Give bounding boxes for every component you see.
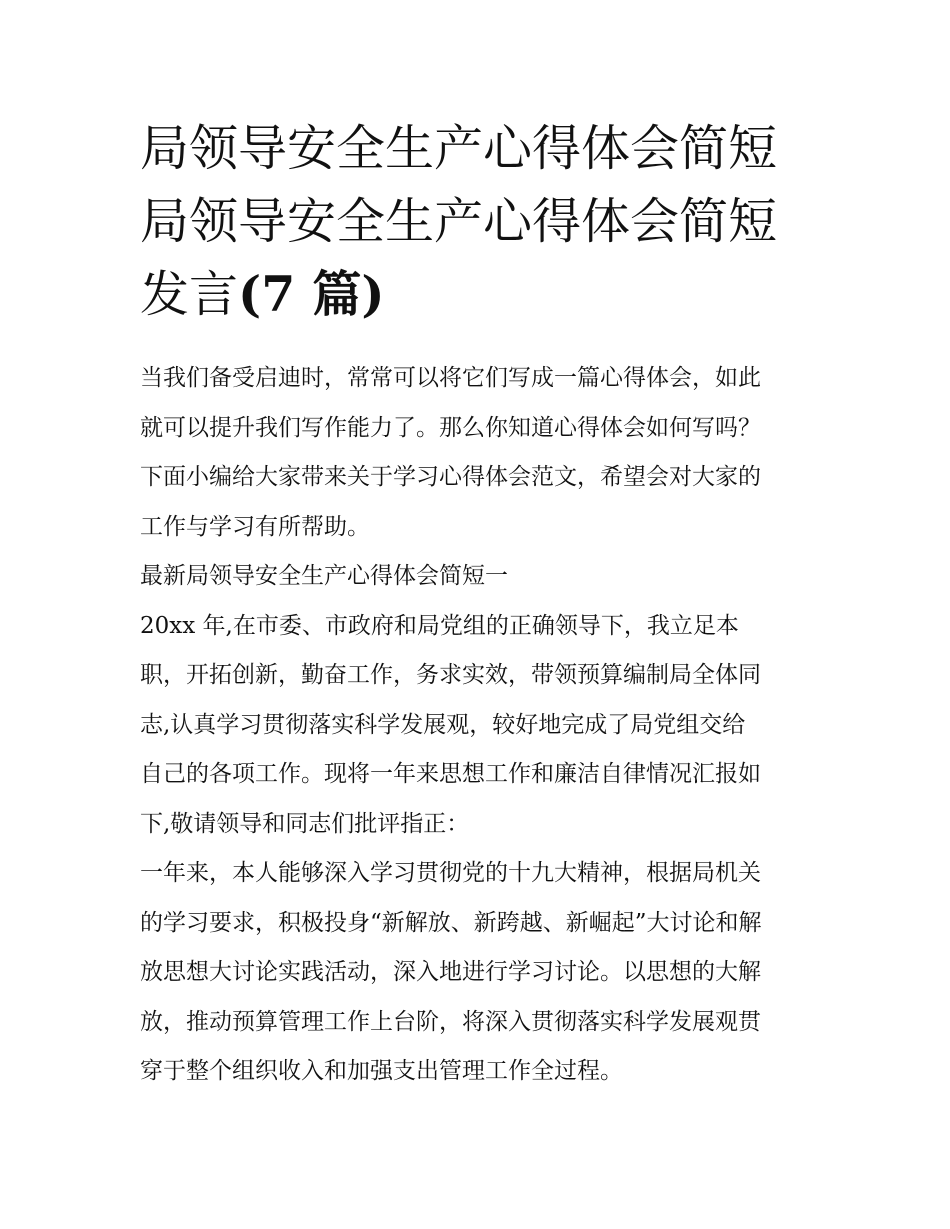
document-body: [140, 354, 830, 1097]
body-line: 职，开拓创新，勤奋工作，务求实效，带领预算编制局全体同: [140, 662, 761, 688]
body-line: 的学习要求，积极投身“新解放、新跨越、新崛起”大讨论和解: [140, 909, 762, 936]
body-line: 放，推动预算管理工作上台阶，将深入贯彻落实科学发展观贯: [140, 1008, 761, 1035]
body-line: 下,敬请领导和同志们批评指正：: [140, 810, 470, 837]
title-line: 局领导安全生产心得体会简短: [140, 120, 778, 177]
body-line: 20xx 年,在市委、市政府和局党组的正确领导下，我立足本: [140, 612, 739, 639]
title-line: 发言(7 篇): [140, 265, 385, 323]
body-line: 放思想大讨论实践活动，深入地进行学习讨论。以思想的大解: [140, 959, 761, 985]
body-line: 志,认真学习贯彻落实科学发展观，较好地完成了局党组交给: [140, 711, 746, 738]
document-title: [140, 112, 840, 331]
body-line: 自己的各项工作。现将一年来思想工作和廉洁自律情况汇报如: [140, 761, 761, 787]
title-line: 局领导安全生产心得体会简短: [140, 193, 778, 250]
body-line: 一年来，本人能够深入学习贯彻党的十九大精神，根据局机关: [140, 860, 761, 886]
body-line: 下面小编给大家带来关于学习心得体会范文，希望会对大家的: [140, 464, 761, 490]
body-line: 就可以提升我们写作能力了。那么你知道心得体会如何写吗？: [140, 414, 761, 441]
section-heading: 最新局领导安全生产心得体会简短一: [140, 563, 508, 589]
body-line: 工作与学习有所帮助。: [140, 513, 370, 540]
body-line: 穿于整个组织收入和加强支出管理工作全过程。: [140, 1058, 623, 1084]
body-line: 当我们备受启迪时，常常可以将它们写成一篇心得体会，如此: [140, 365, 761, 391]
